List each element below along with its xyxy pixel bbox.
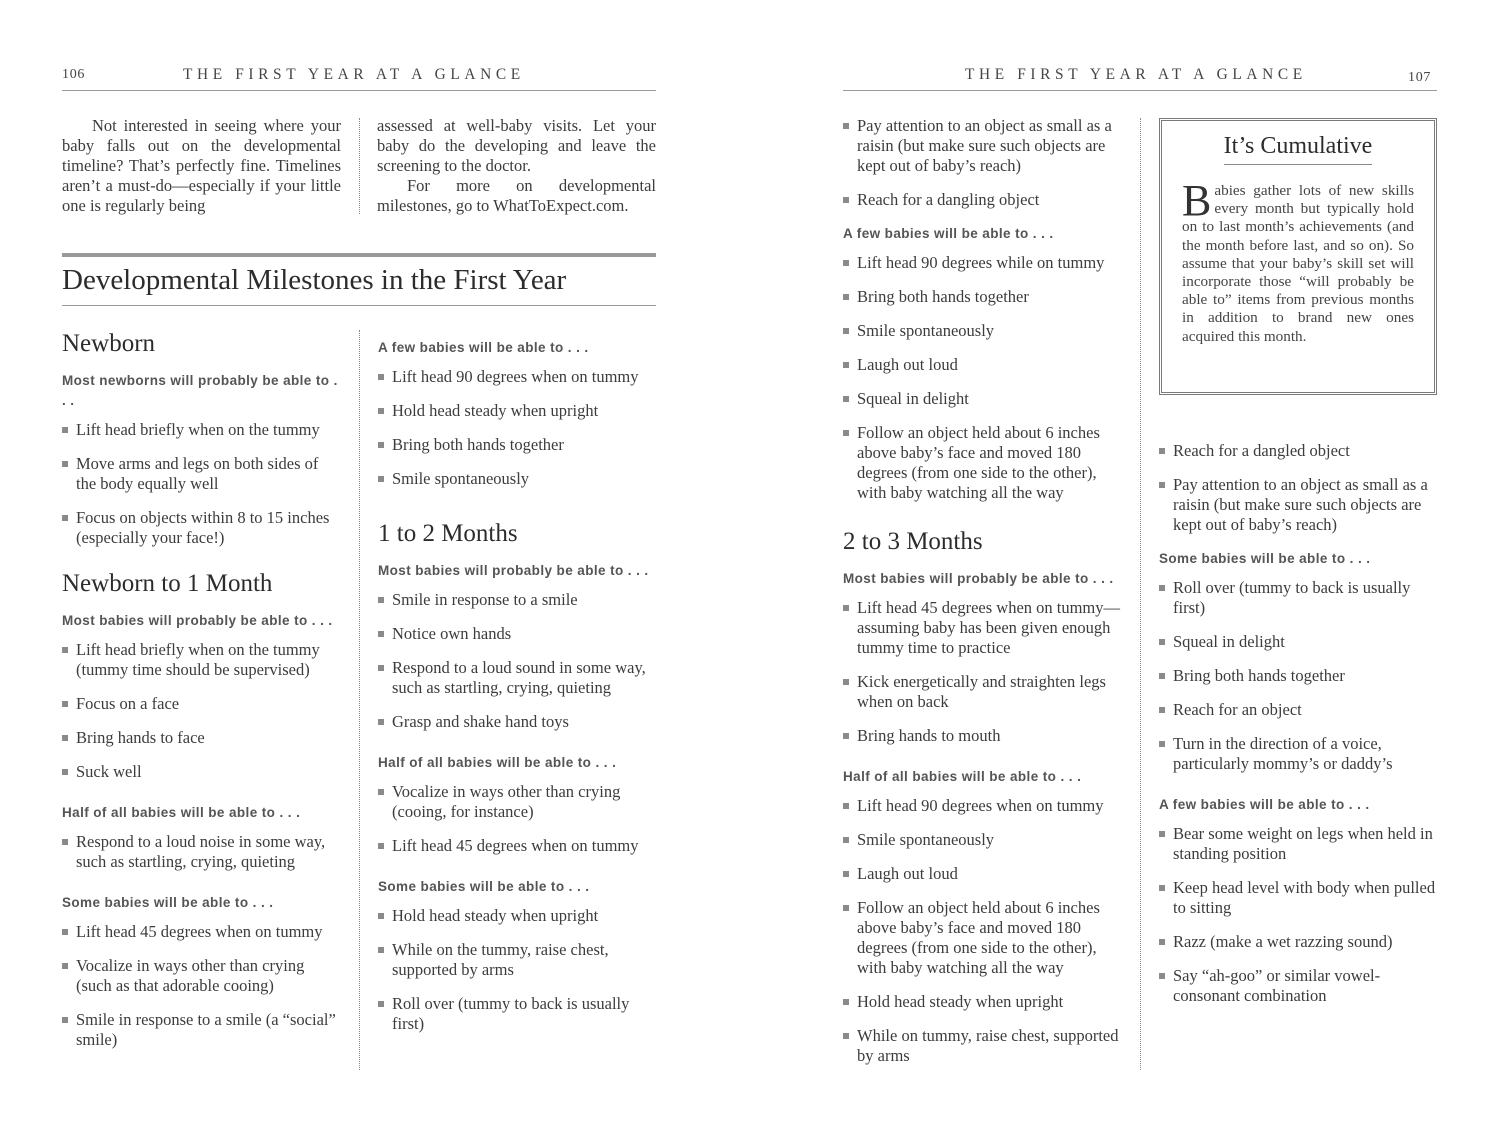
subheading-half: Half of all babies will be able to . . . xyxy=(62,805,301,820)
title-rule xyxy=(62,305,656,306)
list-item: While on tummy, raise chest, supported by arms xyxy=(843,1026,1123,1066)
page-title: Developmental Milestones in the First Year xyxy=(62,264,567,296)
list-item: Reach for a dangled object xyxy=(1159,441,1439,461)
list-item: Razz (make a wet razzing sound) xyxy=(1159,932,1439,952)
list-newborn-to-1-some xyxy=(62,922,342,1050)
list-item: Follow an object held about 6 inches above baby’s face and moved 180 degrees (from one side to the other), with baby watching all the way xyxy=(843,423,1123,503)
subheading-few: A few babies will be able to . . . xyxy=(843,226,1054,241)
column-4 xyxy=(1159,441,1439,1027)
list-item: Laugh out loud xyxy=(843,355,1123,375)
subheading-some: Some babies will be able to . . . xyxy=(1159,551,1371,566)
list-item: Smile in response to a smile (a “social” smile) xyxy=(62,1010,342,1050)
list-2-to-3-some xyxy=(1159,578,1439,774)
list-item: Roll over (tummy to back is usually first) xyxy=(1159,578,1439,618)
list-item: Lift head 45 degrees when on tummy xyxy=(378,836,658,856)
list-item: Turn in the direction of a voice, particularly mommy’s or daddy’s xyxy=(1159,734,1439,774)
list-item: Squeal in delight xyxy=(1159,632,1439,652)
list-1-to-2-most xyxy=(378,590,658,732)
list-1-to-2-some-continued xyxy=(843,116,1123,210)
list-1-to-2-few xyxy=(843,253,1123,503)
drop-cap: B xyxy=(1182,176,1212,225)
list-item: Lift head 45 degrees when on tummy—assuming baby has been given enough tummy time to practice xyxy=(843,598,1123,658)
subheading-few: A few babies will be able to . . . xyxy=(378,340,589,355)
list-item: Smile spontaneously xyxy=(843,830,1123,850)
list-item: Bear some weight on legs when held in standing position xyxy=(1159,824,1439,864)
list-item: Lift head 90 degrees when on tummy xyxy=(843,796,1123,816)
column-divider-right xyxy=(1140,118,1141,1070)
intro-paragraph-right: assessed at well-baby visits. Let your baby do the developing and leave the screening to the doctor. For more on developmental milestones, go to WhatToExpect.com. xyxy=(377,116,656,215)
list-item: Bring both hands together xyxy=(1159,666,1439,686)
section-heading-newborn: Newborn xyxy=(62,330,156,357)
subheading-most: Most babies will probably be able to . . . xyxy=(62,613,333,628)
list-item: Hold head steady when upright xyxy=(378,401,658,421)
subheading-half: Half of all babies will be able to . . . xyxy=(378,755,617,770)
list-item: Laugh out loud xyxy=(843,864,1123,884)
list-item: Hold head steady when upright xyxy=(843,992,1123,1012)
list-item: Smile spontaneously xyxy=(843,321,1123,341)
list-item: Follow an object held about 6 inches above baby’s face and moved 180 degrees (from one side to the other), with baby watching all the way xyxy=(843,898,1123,978)
section-heading-1-to-2-months: 1 to 2 Months xyxy=(378,520,518,547)
list-2-to-3-most xyxy=(843,598,1123,746)
intro-paragraph-left: Not interested in seeing where your baby falls out on the developmental timeline? That’s perfectly fine. Timelines aren’t a must-do—especially if your little one is regularly being xyxy=(62,116,341,215)
list-item: Bring hands to mouth xyxy=(843,726,1123,746)
subheading-most: Most babies will probably be able to . . . xyxy=(843,571,1114,586)
list-newborn-most xyxy=(62,420,342,548)
subheading-some: Some babies will be able to . . . xyxy=(378,879,590,894)
sidebar-title: It’s Cumulative xyxy=(1182,133,1414,160)
list-item: Say “ah-goo” or similar vowel-consonant combination xyxy=(1159,966,1439,1006)
list-item: Lift head 90 degrees when on tummy xyxy=(378,367,658,387)
list-item: Respond to a loud noise in some way, such as startling, crying, quieting xyxy=(62,832,342,872)
list-2-to-3-half xyxy=(843,796,1123,1066)
list-newborn-to-1-half xyxy=(62,832,342,872)
list-item: Lift head briefly when on the tummy (tummy time should be supervised) xyxy=(62,640,342,680)
list-item: Lift head 90 degrees while on tummy xyxy=(843,253,1123,273)
cumulative-sidebar-box xyxy=(1159,118,1437,395)
list-item: Pay attention to an object as small as a raisin (but make sure such objects are kept out of baby’s reach) xyxy=(843,116,1123,176)
list-item: Vocalize in ways other than crying (cooing, for instance) xyxy=(378,782,658,822)
list-item: Grasp and shake hand toys xyxy=(378,712,658,732)
section-heading-2-to-3-months: 2 to 3 Months xyxy=(843,528,983,555)
list-item: Smile in response to a smile xyxy=(378,590,658,610)
list-newborn-few xyxy=(378,367,658,489)
list-item: Focus on a face xyxy=(62,694,342,714)
list-item: Reach for a dangling object xyxy=(843,190,1123,210)
sidebar-text: Babies gather lots of new skills every month but typically hold on to last month’s achievements (and the month before last, and so on). So assume that your baby’s skill set will incorporate those “will probably be able to” items from previous months in addition to brand new ones acquired this month. xyxy=(1182,176,1414,345)
list-item: Bring both hands together xyxy=(378,435,658,455)
page-number-left: 106 xyxy=(62,67,86,82)
page-number-right: 107 xyxy=(1408,70,1432,85)
list-item: Suck well xyxy=(62,762,342,782)
list-item: Bring both hands together xyxy=(843,287,1123,307)
list-item: Respond to a loud sound in some way, such as startling, crying, quieting xyxy=(378,658,658,698)
running-head-left: THE FIRST YEAR AT A GLANCE xyxy=(183,66,525,83)
list-2-to-3-few xyxy=(1159,824,1439,1006)
running-head-right: THE FIRST YEAR AT A GLANCE xyxy=(965,66,1307,83)
list-item: While on the tummy, raise chest, supported by arms xyxy=(378,940,658,980)
list-item: Roll over (tummy to back is usually first) xyxy=(378,994,658,1034)
header-rule-right xyxy=(843,90,1437,91)
subheading-most: Most newborns will probably be able to . . . xyxy=(62,373,338,408)
list-item: Kick energetically and straighten legs when on back xyxy=(843,672,1123,712)
column-1 xyxy=(62,329,342,1071)
list-item: Squeal in delight xyxy=(843,389,1123,409)
list-item: Lift head 45 degrees when on tummy xyxy=(62,922,342,942)
list-item: Move arms and legs on both sides of the body equally well xyxy=(62,454,342,494)
list-item: Focus on objects within 8 to 15 inches (especially your face!) xyxy=(62,508,342,548)
column-divider-intro xyxy=(359,118,360,214)
list-item: Notice own hands xyxy=(378,624,658,644)
list-item: Keep head level with body when pulled to sitting xyxy=(1159,878,1439,918)
list-2-to-3-half-continued xyxy=(1159,441,1439,535)
subheading-half: Half of all babies will be able to . . . xyxy=(843,769,1082,784)
subheading-some: Some babies will be able to . . . xyxy=(62,895,274,910)
column-3 xyxy=(843,116,1123,1087)
header-rule-left xyxy=(62,90,656,91)
list-1-to-2-some xyxy=(378,906,658,1034)
list-1-to-2-half xyxy=(378,782,658,856)
list-item: Hold head steady when upright xyxy=(378,906,658,926)
list-newborn-to-1-most xyxy=(62,640,342,782)
list-item: Vocalize in ways other than crying (such as that adorable cooing) xyxy=(62,956,342,996)
list-item: Pay attention to an object as small as a raisin (but make sure such objects are kept out of baby’s reach) xyxy=(1159,475,1439,535)
list-item: Bring hands to face xyxy=(62,728,342,748)
subheading-few: A few babies will be able to . . . xyxy=(1159,797,1370,812)
subheading-most: Most babies will probably be able to . . . xyxy=(378,563,649,578)
title-bar xyxy=(62,253,656,257)
column-divider-left xyxy=(359,330,360,1070)
list-item: Smile spontaneously xyxy=(378,469,658,489)
section-heading-newborn-to-1-month: Newborn to 1 Month xyxy=(62,570,273,597)
list-item: Reach for an object xyxy=(1159,700,1439,720)
column-2 xyxy=(378,338,658,1055)
list-item: Lift head briefly when on the tummy xyxy=(62,420,342,440)
